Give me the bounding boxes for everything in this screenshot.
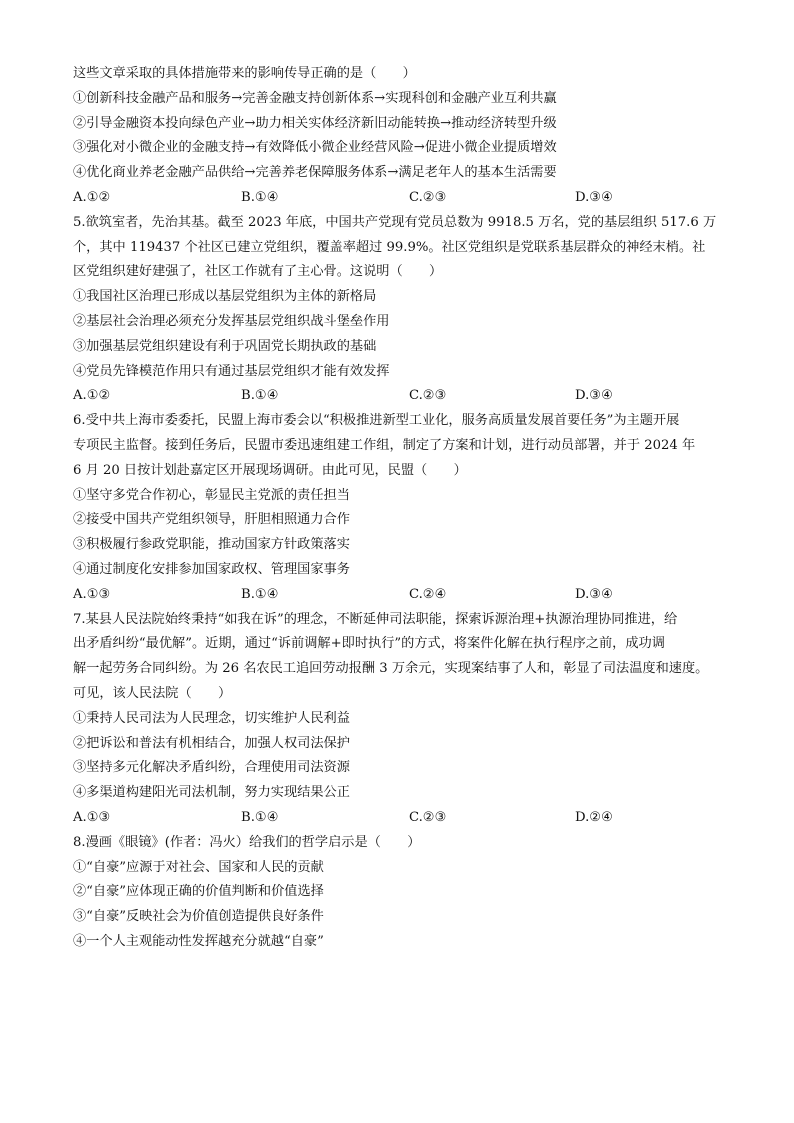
choice-item: ②接受中国共产党组织领导，肝胆相照通力合作 bbox=[73, 512, 350, 528]
option-b: B.①④ bbox=[241, 586, 279, 602]
answer-options bbox=[73, 806, 733, 831]
answer-options bbox=[73, 186, 733, 211]
choice-item: ①坚守多党合作初心，彰显民主党派的责任担当 bbox=[73, 487, 350, 503]
choice-item: ②把诉讼和普法有机相结合，加强人权司法保护 bbox=[73, 735, 350, 751]
question-stem-line: 解一起劳务合同纠纷。为 26 名农民工追回劳动报酬 3 万余元，实现案结事了人和，彰显了司法温度和速度。 bbox=[73, 661, 709, 677]
option-b: B.①④ bbox=[241, 809, 279, 825]
choice-item: ①“自豪”应源于对社会、国家和人民的贡献 bbox=[73, 859, 324, 875]
question-6 bbox=[73, 409, 733, 607]
choice-item: ③积极履行参政党职能，推动国家方针政策落实 bbox=[73, 537, 350, 553]
choice-item: ②基层社会治理必须充分发挥基层党组织战斗堡垒作用 bbox=[73, 313, 390, 329]
option-a: A.①③ bbox=[73, 586, 111, 602]
question-stem-line: 5.欲筑室者，先治其基。截至 2023 年底，中国共产党现有党员总数为 9918.5 万名，党的基层组织 517.6 万 bbox=[73, 214, 717, 230]
answer-options bbox=[73, 384, 733, 409]
option-b: B.①④ bbox=[241, 388, 279, 404]
question-8 bbox=[73, 831, 733, 955]
choice-item: ①秉持人民司法为人民理念，切实维护人民利益 bbox=[73, 710, 350, 726]
option-d: D.③④ bbox=[575, 388, 613, 404]
exam-page bbox=[73, 62, 733, 955]
choice-item: ②“自豪”应体现正确的价值判断和价值选择 bbox=[73, 884, 324, 900]
question-4 bbox=[73, 62, 733, 211]
choice-item: ③加强基层党组织建设有利于巩固党长期执政的基础 bbox=[73, 338, 377, 354]
question-stem-line: 出矛盾纠纷“最优解”。近期，通过“诉前调解+即时执行”的方式，将案件化解在执行程序之前，成功调 bbox=[73, 636, 665, 652]
option-c: C.②④ bbox=[409, 586, 447, 602]
question-stem-line: 个，其中 119437 个社区已建立党组织，覆盖率超过 99.9%。社区党组织是党联系基层群众的神经末梢。社 bbox=[73, 239, 706, 255]
option-c: C.②③ bbox=[409, 388, 447, 404]
question-stem-line: 专项民主监督。接到任务后，民盟市委迅速组建工作组，制定了方案和计划，进行动员部署，并于 2024 年 bbox=[73, 437, 696, 453]
choice-item: ④优化商业养老金融产品供给→完善养老保障服务体系→满足老年人的基本生活需要 bbox=[73, 165, 557, 181]
question-stem-line: 7.某县人民法院始终秉持“如我在诉”的理念，不断延伸司法职能，探索诉源治理+执源治理协同推进，给 bbox=[73, 611, 678, 627]
choice-item: ③强化对小微企业的金融支持→有效降低小微企业经营风险→促进小微企业提质增效 bbox=[73, 140, 557, 156]
question-5 bbox=[73, 211, 733, 409]
option-c: C.②③ bbox=[409, 189, 447, 205]
question-stem-line: 区党组织建好建强了，社区工作就有了主心骨。这说明（ ） bbox=[73, 264, 443, 280]
option-d: D.②④ bbox=[575, 809, 613, 825]
option-d: D.③④ bbox=[575, 189, 613, 205]
choice-item: ④党员先锋模范作用只有通过基层党组织才能有效发挥 bbox=[73, 363, 390, 379]
question-stem: 这些文章采取的具体措施带来的影响传导正确的是（ ） bbox=[73, 66, 416, 81]
option-c: C.②③ bbox=[409, 809, 447, 825]
answer-options bbox=[73, 583, 733, 608]
choice-item: ①创新科技金融产品和服务→完善金融支持创新体系→实现科创和金融产业互利共赢 bbox=[73, 90, 557, 106]
question-stem: 8.漫画《眼镜》(作者：冯火）给我们的哲学启示是（ ） bbox=[73, 834, 421, 850]
choice-item: ④一个人主观能动性发挥越充分就越“自豪” bbox=[73, 933, 324, 949]
option-a: A.①③ bbox=[73, 809, 111, 825]
choice-item: ④通过制度化安排参加国家政权、管理国家事务 bbox=[73, 561, 350, 577]
option-d: D.③④ bbox=[575, 586, 613, 602]
question-stem-line: 可见，该人民法院（ ） bbox=[73, 685, 232, 701]
question-7 bbox=[73, 608, 733, 831]
question-stem-line: 6 月 20 日按计划赴嘉定区开展现场调研。由此可见，民盟（ ） bbox=[73, 462, 467, 478]
option-a: A.①② bbox=[73, 388, 111, 404]
choice-item: ①我国社区治理已形成以基层党组织为主体的新格局 bbox=[73, 289, 377, 305]
choice-item: ③坚持多元化解决矛盾纠纷，合理使用司法资源 bbox=[73, 760, 350, 776]
choice-item: ④多渠道构建阳光司法机制，努力实现结果公正 bbox=[73, 785, 350, 801]
choice-item: ②引导金融资本投向绿色产业→助力相关实体经济新旧动能转换→推动经济转型升级 bbox=[73, 115, 557, 131]
question-stem-line: 6.受中共上海市委委托，民盟上海市委会以“积极推进新型工业化，服务高质量发展首要任务”为主题开展 bbox=[73, 413, 680, 429]
option-a: A.①② bbox=[73, 189, 111, 205]
choice-item: ③“自豪”反映社会为价值创造提供良好条件 bbox=[73, 909, 324, 925]
option-b: B.①④ bbox=[241, 189, 279, 205]
